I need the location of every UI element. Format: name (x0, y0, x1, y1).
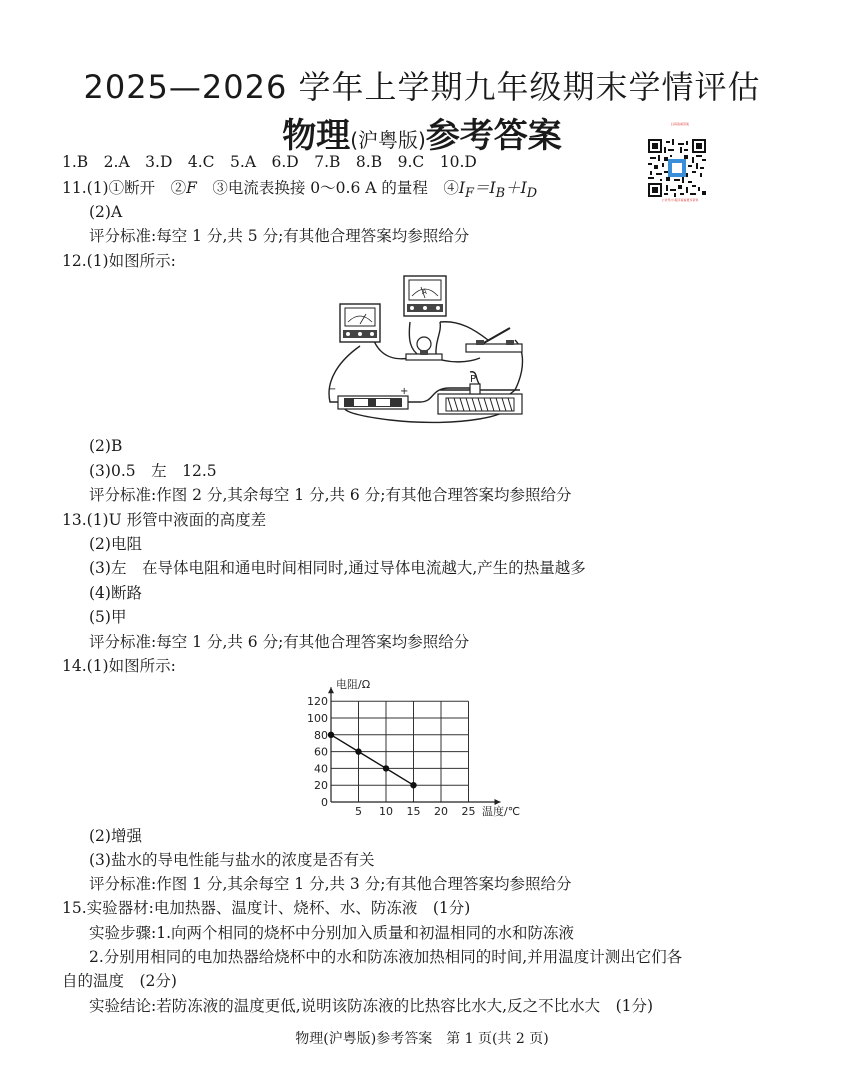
q12-line3: (3)0.5 左 12.5 (89, 462, 217, 480)
y-tick-label: 100 (307, 712, 328, 725)
q11-formula-if: $I_F=I_B+I_D$ (458, 179, 538, 202)
chart-grid (331, 701, 469, 802)
q11-line2: (2)A (89, 203, 123, 221)
y-tick-label: 80 (314, 728, 328, 742)
title-line2 (0, 108, 844, 157)
qr-caption-bottom: 公众号/小程序查看更多资料 (661, 198, 699, 202)
q13-line5: (5)甲 (89, 608, 127, 626)
q15-line1: 15.实验器材:电加热器、温度计、烧杯、水、防冻液 (1分) (62, 899, 471, 917)
q15-line4: 自的温度 (2分) (62, 972, 177, 990)
title-line1: 2025—2026 学年上学期九年级期末学情评估 (83, 68, 761, 106)
qr-code (648, 139, 706, 197)
y-axis-label: 电阻/Ω (336, 678, 371, 691)
page-footer: 物理(沪粤版)参考答案 第 1 页(共 2 页) (295, 1031, 549, 1047)
q11-text-a: 11.(1)①断开 ② (62, 179, 187, 197)
q13-line4: (4)断路 (89, 584, 142, 602)
series-line (331, 735, 414, 785)
q11-line1 (62, 178, 537, 204)
title-subject: 物理 (282, 116, 351, 156)
q11-text-b: ③电流表换接 0～0.6 A 的量程 ④ (196, 179, 459, 197)
y-tick-label: 40 (314, 762, 328, 776)
q13-score: 评分标准:每空 1 分,共 6 分;有其他合理答案均参照给分 (89, 633, 470, 651)
y-tick-label: 120 (307, 695, 328, 709)
q12-line1: 12.(1)如图所示: (62, 252, 176, 270)
q15-line5: 实验结论:若防冻液的温度更低,说明该防冻液的比热容比水大,反之不比水大 (1分) (89, 997, 654, 1015)
slider-p-label: P (470, 374, 477, 385)
q14-score: 评分标准:作图 1 分,其余每空 1 分,共 3 分;有其他合理答案均参照给分 (89, 875, 572, 893)
circuit-diagram (310, 270, 540, 430)
q13-line1: 13.(1)U 形管中液面的高度差 (62, 511, 267, 529)
y-axis-arrow (328, 687, 334, 693)
data-point (355, 748, 361, 754)
x-tick-label: 5 (355, 805, 362, 818)
svg-text:A: A (422, 288, 427, 296)
ammeter (404, 276, 446, 316)
mcq-answers: 1.B 2.A 3.D 4.C 5.A 6.D 7.B 8.B 9.C 10.D (62, 153, 477, 171)
x-tick-label: 15 (406, 805, 421, 818)
x-tick-label: 20 (434, 805, 448, 818)
q12-score: 评分标准:作图 2 分,其余每空 1 分,共 6 分;有其他合理答案均参照给分 (89, 486, 572, 504)
q13-line2: (2)电阻 (89, 535, 142, 553)
data-point (328, 732, 334, 738)
voltmeter (340, 304, 380, 342)
y-tick-label: 20 (314, 779, 328, 793)
x-tick-label: 25 (461, 805, 476, 818)
q15-line2: 实验步骤:1.向两个相同的烧杯中分别加入质量和初温相同的水和防冻液 (89, 924, 575, 942)
battery-plus-label: + (400, 386, 409, 397)
q11-score: 评分标准:每空 1 分,共 5 分;有其他合理答案均参照给分 (89, 227, 470, 245)
q12-line2: (2)B (89, 437, 123, 455)
data-point (410, 782, 416, 788)
battery (338, 396, 408, 409)
data-point (383, 765, 389, 771)
resistance-temperature-chart (300, 676, 540, 824)
x-axis-label: 温度/℃ (482, 805, 521, 818)
q15-line3: 2.分别用相同的电加热器给烧杯中的水和防冻液加热相同的时间,并用温度计测出它们各 (89, 948, 683, 966)
q11-variable-f: F (186, 179, 197, 197)
chart-series (328, 732, 417, 789)
switch (466, 328, 522, 352)
q14-line1: 14.(1)如图所示: (62, 657, 176, 675)
y-tick-label: 0 (321, 796, 328, 809)
q14-line2: (2)增强 (89, 827, 142, 845)
q14-line3: (3)盐水的导电性能与盐水的浓度是否有关 (89, 851, 375, 869)
q13-line3: (3)左 在导体电阻和通电时间相同时,通过导体电流越大,产生的热量越多 (89, 559, 586, 577)
y-tick-label: 60 (314, 745, 328, 759)
title-suffix: 参考答案 (425, 116, 562, 156)
battery-minus-label: − (328, 384, 337, 395)
x-tick-label: 10 (379, 805, 393, 818)
chart-ticks (307, 695, 476, 818)
title-edition: (沪粤版) (350, 128, 426, 152)
qr-caption-top: 扫码查看答案 (670, 122, 689, 126)
